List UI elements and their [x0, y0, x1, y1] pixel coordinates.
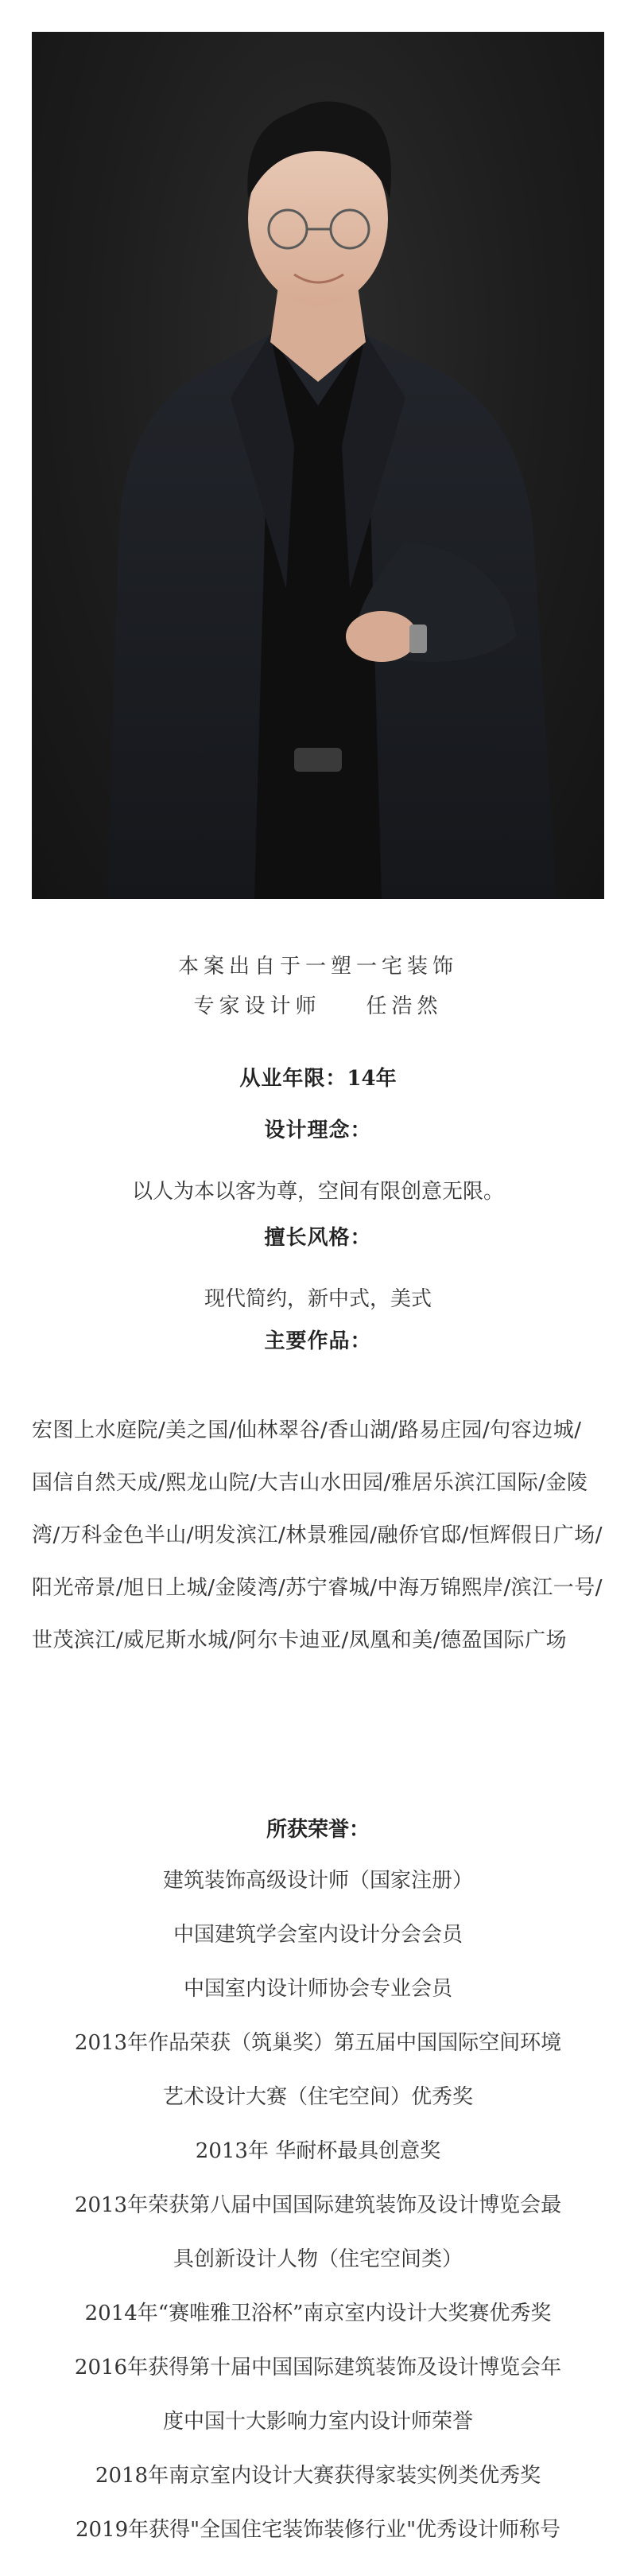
honor-item: 中国建筑学会室内设计分会会员 [173, 1923, 463, 1947]
honors-label: 所获荣誉： [266, 1818, 370, 1842]
honor-item: 2019年获得"全国住宅装饰装修行业"优秀设计师称号 [75, 2518, 561, 2542]
portrait-illustration [32, 32, 604, 899]
honor-item: 2013年 华耐杯最具创意奖 [195, 2139, 441, 2163]
honor-item: 建筑装饰高级设计师（国家注册） [162, 1869, 473, 1893]
intro-designer-name: 专家设计师 任浩然 [193, 994, 443, 1018]
honor-item: 2016年获得第十届中国国际建筑装饰及设计博览会年 [74, 2356, 562, 2379]
style-section [32, 1221, 604, 1312]
style-text: 现代简约，新中式，美式 [204, 1287, 432, 1311]
philosophy-label: 设计理念： [264, 1119, 372, 1142]
honors-list [32, 1854, 604, 2557]
philosophy-section [32, 1114, 604, 1204]
honor-item: 2014年“赛唯雅卫浴杯”南京室内设计大奖赛优秀奖 [84, 2302, 552, 2325]
experience-value: 14年 [347, 1067, 397, 1091]
experience-section [32, 1062, 604, 1091]
works-section [32, 1325, 604, 1354]
experience-label: 从业年限： [239, 1067, 347, 1091]
style-label: 擅长风格： [264, 1226, 372, 1250]
works-text: 宏图上水庭院/美之国/仙林翠谷/香山湖/路易庄园/句容边城/ 国信自然天成/熙龙山院/大吉山水田园/雅居乐滨江国际/金陵湾/万科金色半山/明发滨江/林景雅园/融侨官邸/恒辉假日广场/阳光帝景/旭日上城/金陵湾/苏宁睿城/中海万锦熙岸/滨江一号/世茂滨江/威尼斯水城/阿尔卡迪亚/凤凰和美/德盈国际广场 [32, 1418, 603, 1652]
designer-intro [0, 947, 636, 1026]
honor-item: 度中国十大影响力室内设计师荣誉 [162, 2410, 473, 2434]
honor-item: 2013年作品荣获（筑巢奖）第五届中国国际空间环境 [74, 2031, 562, 2055]
honor-item: 2018年南京室内设计大赛获得家装实例类优秀奖 [95, 2464, 541, 2488]
works-label: 主要作品： [264, 1329, 372, 1353]
honor-item: 中国室内设计师协会专业会员 [183, 1977, 452, 2001]
philosophy-text: 以人为本以客为尊，空间有限创意无限。 [131, 1180, 504, 1204]
honor-item: 2013年荣获第八届中国国际建筑装饰及设计博览会最 [74, 2193, 562, 2217]
honor-item: 具创新设计人物（住宅空间类） [173, 2247, 463, 2271]
intro-company: 本案出自于一塑一宅装饰 [177, 955, 458, 979]
honor-item: 艺术设计大赛（住宅空间）优秀奖 [162, 2085, 473, 2109]
designer-portrait [32, 32, 604, 899]
honors-section [32, 1806, 604, 2557]
